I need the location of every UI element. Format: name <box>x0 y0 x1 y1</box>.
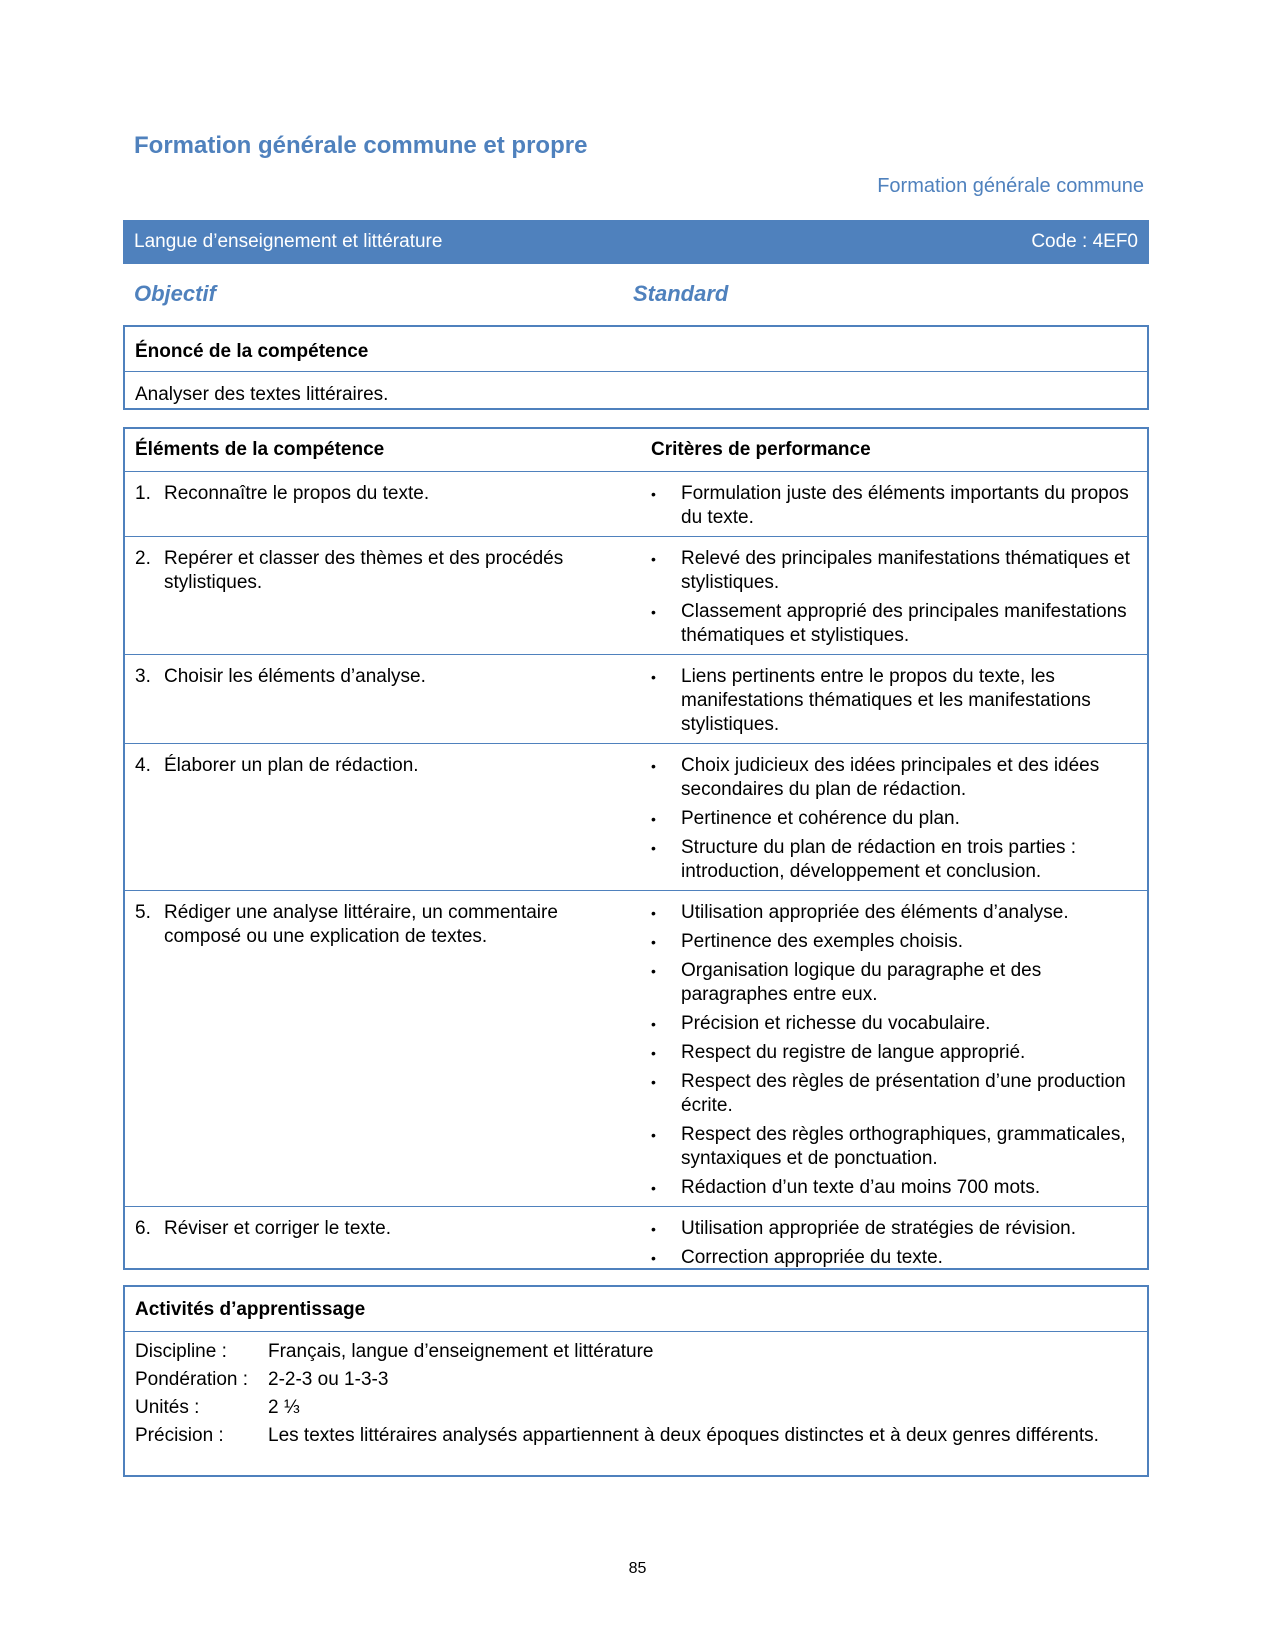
objectif-heading: Objectif <box>134 281 216 306</box>
criterion-text: Utilisation appropriée des éléments d’analyse. <box>681 902 1069 923</box>
criterion-text: Choix judicieux des idées principales et des idées secondaires du plan de rédaction. <box>681 755 1100 800</box>
element-text: Rédiger une analyse littéraire, un commentaire composé ou une explication de textes. <box>164 902 558 947</box>
activites-title: Activités d’apprentissage <box>125 1287 1147 1332</box>
bullet-icon: • <box>651 551 656 567</box>
enonce-title: Énoncé de la compétence <box>125 327 1147 372</box>
criterion-item <box>651 1041 1147 1065</box>
criteria-cell <box>651 472 1147 537</box>
bullet-icon: • <box>651 1221 656 1237</box>
competence-row <box>125 655 1147 744</box>
enonce-text: Analyser des textes littéraires. <box>135 384 389 405</box>
criterion-item <box>651 482 1147 530</box>
elements-table <box>125 429 1147 1276</box>
criterion-item <box>651 665 1147 737</box>
element-number: 1. <box>135 483 151 504</box>
criterion-text: Précision et richesse du vocabulaire. <box>681 1013 991 1034</box>
element-cell <box>125 472 651 537</box>
discipline-value: Français, langue d’enseignement et littérature <box>268 1341 654 1362</box>
criteria-cell <box>651 537 1147 655</box>
precision-label: Précision : <box>135 1425 224 1446</box>
criterion-item <box>651 600 1147 648</box>
bullet-icon: • <box>651 758 656 774</box>
element-number: 5. <box>135 902 151 923</box>
activites-box <box>123 1285 1149 1477</box>
criterion-item <box>651 1217 1147 1241</box>
col-header-elements: Éléments de la compétence <box>125 429 651 472</box>
elements-table-header <box>125 429 1147 472</box>
bullet-icon: • <box>651 1180 656 1196</box>
criterion-text: Relevé des principales manifestations thématiques et stylistiques. <box>681 548 1130 593</box>
criterion-item <box>651 1012 1147 1036</box>
ponderation-value: 2-2-3 ou 1-3-3 <box>268 1369 389 1390</box>
criterion-text: Liens pertinents entre le propos du texte, les manifestations thématiques et les manifestations stylistiques. <box>681 666 1091 735</box>
element-text: Élaborer un plan de rédaction. <box>164 755 419 776</box>
competence-row <box>125 744 1147 891</box>
criterion-item <box>651 1176 1147 1200</box>
criterion-text: Respect du registre de langue approprié. <box>681 1042 1026 1063</box>
standard-heading: Standard <box>633 281 729 306</box>
competence-row <box>125 1207 1147 1277</box>
activites-details <box>125 1332 1147 1448</box>
criteria-cell <box>651 891 1147 1207</box>
ponderation-label: Pondération : <box>135 1369 249 1390</box>
precision-value: Les textes littéraires analysés appartiennent à deux époques distinctes et à deux genres différents. <box>268 1425 1099 1446</box>
element-cell <box>125 655 651 744</box>
unites-label: Unités : <box>135 1397 200 1418</box>
criterion-text: Correction appropriée du texte. <box>681 1247 943 1268</box>
competence-row <box>125 537 1147 655</box>
element-number: 4. <box>135 755 151 776</box>
criteria-cell <box>651 655 1147 744</box>
criterion-item <box>651 1246 1147 1270</box>
bullet-icon: • <box>651 486 656 502</box>
criterion-text: Structure du plan de rédaction en trois parties : introduction, développement et conclusion. <box>681 837 1077 882</box>
bullet-icon: • <box>651 1074 656 1090</box>
criterion-text: Organisation logique du paragraphe et des paragraphes entre eux. <box>681 960 1042 1005</box>
element-number: 3. <box>135 666 151 687</box>
bullet-icon: • <box>651 1045 656 1061</box>
precision-row <box>135 1424 1137 1448</box>
bullet-icon: • <box>651 905 656 921</box>
bullet-icon: • <box>651 934 656 950</box>
element-cell <box>125 1207 651 1277</box>
unites-row <box>135 1396 1137 1420</box>
criterion-item <box>651 836 1147 884</box>
course-bar <box>123 220 1149 264</box>
element-number: 2. <box>135 548 151 569</box>
bullet-icon: • <box>651 811 656 827</box>
discipline-label: Discipline : <box>135 1341 227 1362</box>
competence-row <box>125 891 1147 1207</box>
criterion-text: Respect des règles orthographiques, grammaticales, syntaxiques et de ponctuation. <box>681 1124 1126 1169</box>
bullet-icon: • <box>651 1250 656 1266</box>
criterion-item <box>651 754 1147 802</box>
criterion-text: Pertinence et cohérence du plan. <box>681 808 960 829</box>
element-text: Repérer et classer des thèmes et des procédés stylistiques. <box>164 548 564 593</box>
criterion-item <box>651 959 1147 1007</box>
page-subtitle: Formation générale commune <box>877 175 1144 197</box>
discipline-row <box>135 1340 1137 1364</box>
unites-value: 2 ⅓ <box>268 1397 300 1418</box>
element-number: 6. <box>135 1218 151 1239</box>
course-code: Code : 4EF0 <box>1031 231 1138 252</box>
elements-table-box <box>123 427 1149 1270</box>
enonce-box <box>123 325 1149 410</box>
page-number: 85 <box>628 1560 647 1577</box>
criterion-item <box>651 1123 1147 1171</box>
element-cell <box>125 744 651 891</box>
bullet-icon: • <box>651 963 656 979</box>
criterion-text: Formulation juste des éléments importants du propos du texte. <box>681 483 1129 528</box>
bullet-icon: • <box>651 840 656 856</box>
criterion-text: Rédaction d’un texte d’au moins 700 mots. <box>681 1177 1041 1198</box>
objective-standard-headings <box>134 280 1134 310</box>
bullet-icon: • <box>651 1127 656 1143</box>
criterion-text: Pertinence des exemples choisis. <box>681 931 963 952</box>
ponderation-row <box>135 1368 1137 1392</box>
element-text: Choisir les éléments d’analyse. <box>164 666 426 687</box>
bullet-icon: • <box>651 604 656 620</box>
criteria-cell <box>651 744 1147 891</box>
element-text: Réviser et corriger le texte. <box>164 1218 392 1239</box>
criteria-cell <box>651 1207 1147 1277</box>
criterion-text: Respect des règles de présentation d’une production écrite. <box>681 1071 1126 1116</box>
criterion-item <box>651 1070 1147 1118</box>
element-cell <box>125 891 651 1207</box>
course-name: Langue d’enseignement et littérature <box>134 231 443 252</box>
criterion-item <box>651 547 1147 595</box>
bullet-icon: • <box>651 669 656 685</box>
bullet-icon: • <box>651 1016 656 1032</box>
criterion-text: Classement approprié des principales manifestations thématiques et stylistiques. <box>681 601 1127 646</box>
page-title: Formation générale commune et propre <box>134 132 588 159</box>
element-cell <box>125 537 651 655</box>
criterion-text: Utilisation appropriée de stratégies de révision. <box>681 1218 1076 1239</box>
criterion-item <box>651 807 1147 831</box>
criterion-item <box>651 930 1147 954</box>
criterion-item <box>651 901 1147 925</box>
element-text: Reconnaître le propos du texte. <box>164 483 430 504</box>
col-header-criteres: Critères de performance <box>651 429 1147 472</box>
competence-row <box>125 472 1147 537</box>
